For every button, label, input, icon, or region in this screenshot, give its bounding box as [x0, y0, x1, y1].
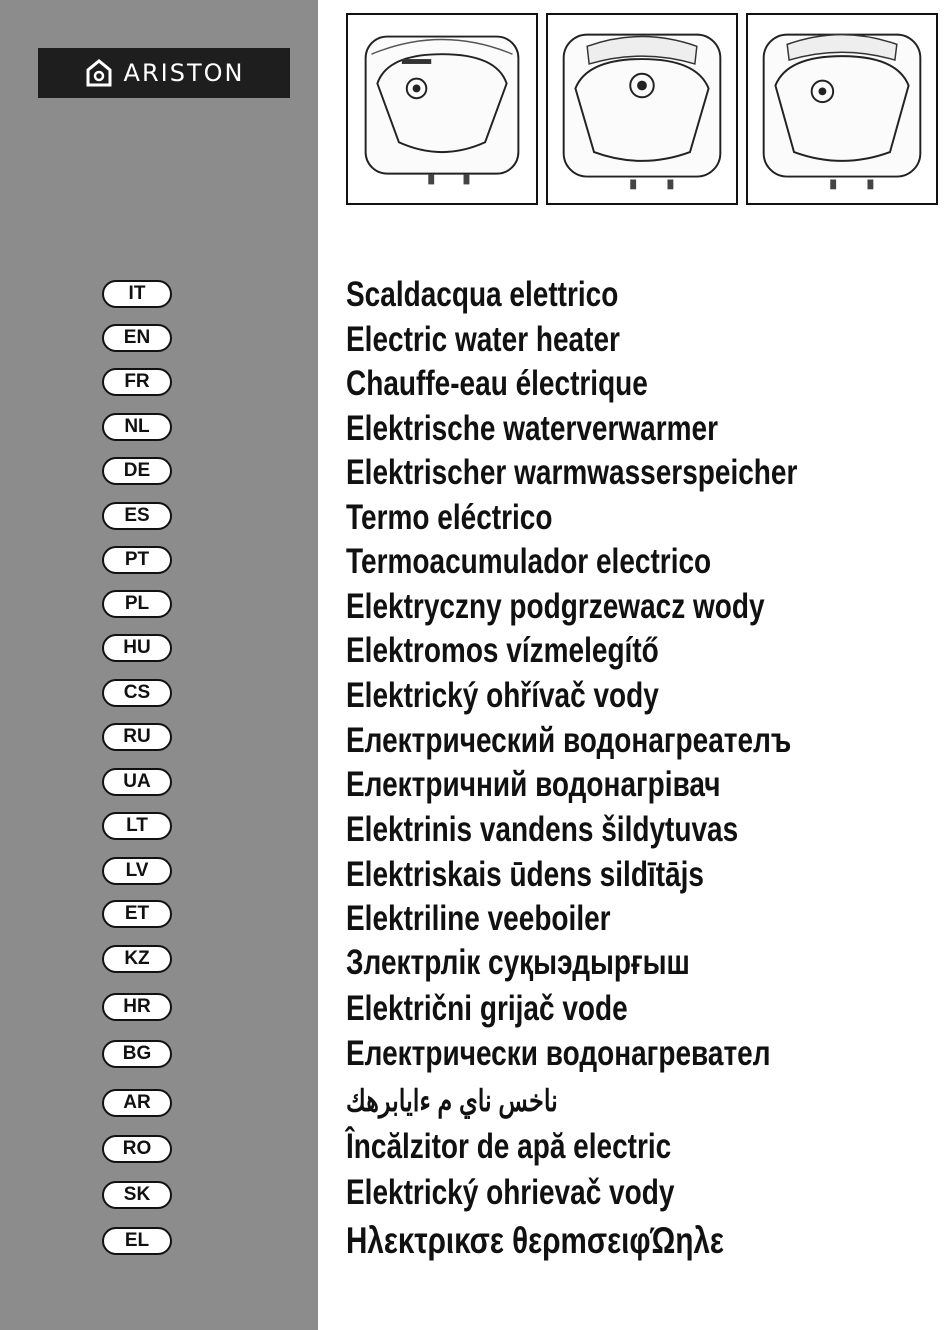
- water-heater-image: [748, 15, 936, 203]
- language-badge-fr: FR: [102, 368, 172, 396]
- brand-name: ARISTON: [123, 59, 245, 87]
- language-badge-kz: KZ: [102, 945, 172, 973]
- title-nl: Elektrische waterverwarmer: [346, 409, 718, 448]
- title-fr: Chauffe-eau électrique: [346, 364, 648, 403]
- title-hu: Elektromos vízmelegítő: [346, 631, 659, 670]
- title-cs: Elektrický ohřívač vody: [346, 676, 659, 715]
- language-badge-sk: SK: [102, 1181, 172, 1209]
- title-de: Elektrischer warmwasserspeicher: [346, 453, 798, 492]
- house-icon: [84, 58, 114, 88]
- language-badge-bg: BG: [102, 1040, 172, 1068]
- language-badge-ro: RO: [102, 1135, 172, 1163]
- title-el: Ηλεκτρικσε θερmσειφΏηλε: [346, 1220, 724, 1261]
- language-badge-en: EN: [102, 324, 172, 352]
- title-pt: Termoacumulador electrico: [346, 542, 712, 581]
- language-badge-lv: LV: [102, 857, 172, 885]
- water-heater-image: [548, 15, 736, 203]
- title-kz: Злектрлік суқыэдырғыш: [346, 943, 690, 982]
- language-badge-el: EL: [102, 1227, 172, 1255]
- title-pl: Elektryczny podgrzewacz wody: [346, 587, 765, 626]
- language-badge-hr: HR: [102, 993, 172, 1021]
- title-ru: Електрический водонагреателъ: [346, 721, 792, 760]
- language-badge-de: DE: [102, 457, 172, 485]
- language-badge-es: ES: [102, 502, 172, 530]
- product-image-3: [746, 13, 938, 205]
- product-image-2: [546, 13, 738, 205]
- brand-logo: [38, 48, 290, 98]
- title-es: Termo eléctrico: [346, 498, 553, 537]
- title-it: Scaldacqua elettrico: [346, 275, 619, 314]
- language-badge-cs: CS: [102, 679, 172, 707]
- title-ar: ناخس ناي م ءايابرهك: [346, 1085, 558, 1118]
- title-hr: Električni grijač vode: [346, 989, 628, 1028]
- language-badge-ar: AR: [102, 1089, 172, 1117]
- title-et: Elektriline veeboiler: [346, 899, 611, 938]
- title-ro: Încălzitor de apă electric: [346, 1127, 672, 1166]
- title-ua: Електричний водонагрівач: [346, 765, 721, 804]
- language-badge-nl: NL: [102, 413, 172, 441]
- language-badge-et: ET: [102, 900, 172, 928]
- title-lv: Elektriskais ūdens sildītājs: [346, 855, 704, 894]
- title-lt: Elektrinis vandens šildytuvas: [346, 810, 739, 849]
- language-badge-ru: RU: [102, 723, 172, 751]
- language-badge-pt: PT: [102, 546, 172, 574]
- language-badge-hu: HU: [102, 634, 172, 662]
- title-en: Electric water heater: [346, 320, 620, 359]
- language-badge-pl: PL: [102, 590, 172, 618]
- language-badge-lt: LT: [102, 812, 172, 840]
- language-badge-ua: UA: [102, 768, 172, 796]
- sidebar: [0, 0, 318, 1330]
- language-badge-it: IT: [102, 280, 172, 308]
- title-bg: Електрически водонагревател: [346, 1034, 771, 1073]
- water-heater-image: [348, 15, 536, 203]
- product-image-1: [346, 13, 538, 205]
- title-sk: Elektrický ohrievač vody: [346, 1173, 675, 1212]
